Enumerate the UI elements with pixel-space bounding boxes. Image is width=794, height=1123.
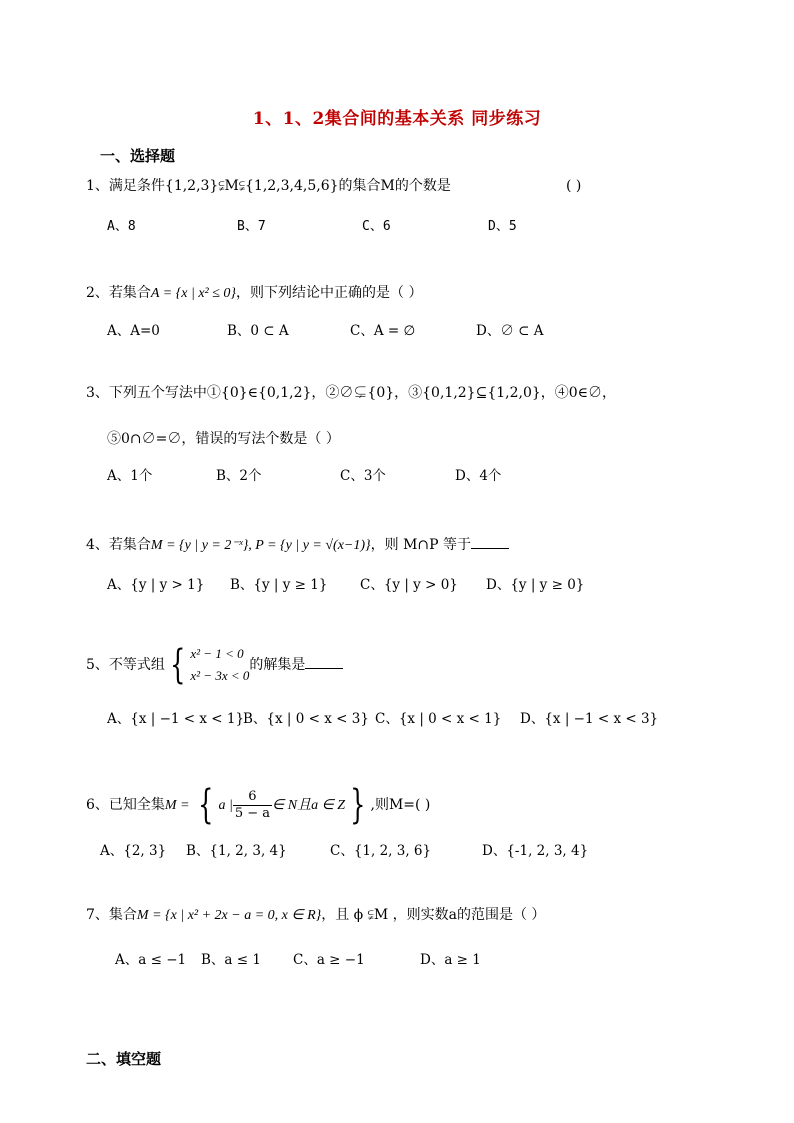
answer-blank xyxy=(305,654,343,669)
q4-option-a: A、{y | y > 1} xyxy=(107,577,205,593)
q3-option-b: B、2个 xyxy=(216,468,262,484)
question-1 xyxy=(86,176,451,196)
fraction-denominator: 5 − a xyxy=(234,805,271,821)
q7-option-b: B、a ≤ 1 xyxy=(201,952,261,968)
q7-option-d: D、a ≥ 1 xyxy=(420,952,481,968)
q2-option-a: A、A=0 xyxy=(107,323,160,339)
section-heading-choice: 一、选择题 xyxy=(100,147,176,165)
inequality-system xyxy=(190,643,249,687)
q3-option-a: A、1个 xyxy=(107,468,153,484)
q7-option-c: C、a ≥ −1 xyxy=(293,952,365,968)
right-brace: } xyxy=(350,782,366,828)
question-2 xyxy=(86,283,422,304)
question-1-text: 1、满足条件{1,2,3}⫋M⫋{1,2,3,4,5,6}的集合M的个数是 xyxy=(86,178,451,194)
question-7-prefix: 7、集合 xyxy=(86,907,137,923)
question-2-suffix: ，则下列结论中正确的是（ ） xyxy=(236,285,423,301)
question-4-sets: M = {y | y = 2⁻ˣ}, P = {y | y = √(x−1)} xyxy=(150,538,371,553)
question-6-set-right: ∈ N且a ∈ Z xyxy=(272,798,346,813)
question-4 xyxy=(86,534,509,556)
question-4-suffix: ，则 M∩P 等于 xyxy=(370,537,472,553)
question-1-paren: ( ) xyxy=(566,178,582,194)
question-7-set: M = {x | x² + 2x − a = 0, x ∈ R} xyxy=(136,908,322,923)
fraction-numerator: 6 xyxy=(233,789,272,806)
q7-option-a: A、a ≤ −1 xyxy=(115,952,187,968)
question-6-prefix: 6、已知全集 xyxy=(86,797,165,813)
question-5-suffix: 的解集是 xyxy=(249,657,306,673)
q4-option-b: B、{y | y ≥ 1} xyxy=(230,577,328,593)
q6-option-c: C、{1, 2, 3, 6} xyxy=(330,843,432,859)
question-6 xyxy=(86,782,431,828)
question-4-prefix: 4、若集合 xyxy=(86,537,151,553)
question-6-set-left: M = xyxy=(164,798,194,813)
q5-option-c: C、{x | 0 < x < 1} xyxy=(375,711,502,727)
q3-option-c: C、3个 xyxy=(340,468,386,484)
q1-option-c: C、6 xyxy=(362,219,391,234)
q2-option-d: D、∅ ⊂ A xyxy=(476,323,544,339)
answer-blank xyxy=(471,534,509,549)
q2-option-b: B、0 ⊂ A xyxy=(227,323,289,339)
q5-option-b: B、{x | 0 < x < 3} xyxy=(243,711,369,727)
question-3-line-2: ⑤0∩∅=∅，错误的写法个数是（ ） xyxy=(107,431,340,447)
question-7 xyxy=(86,905,545,926)
q6-option-b: B、{1, 2, 3, 4} xyxy=(186,843,287,859)
question-6-set-inner: a | xyxy=(218,798,233,813)
question-2-set: A = {x | x² ≤ 0} xyxy=(150,286,237,301)
question-7-suffix: ，且 ϕ ⫋M ，则实数a的范围是（ ） xyxy=(321,907,546,923)
fraction xyxy=(233,789,272,822)
q4-option-d: D、{y | y ≥ 0} xyxy=(486,577,585,593)
question-5-prefix: 5、不等式组 xyxy=(86,657,165,673)
q1-option-a: A、8 xyxy=(107,219,136,234)
left-brace: { xyxy=(170,642,186,688)
section-heading-fill: 二、填空题 xyxy=(86,1050,162,1068)
q1-option-d: D、5 xyxy=(488,219,517,234)
q3-option-d: D、4个 xyxy=(455,468,502,484)
inequality-1: x² − 1 < 0 xyxy=(190,646,244,661)
q5-option-a: A、{x | −1 < x < 1} xyxy=(107,711,245,727)
q2-option-c: C、A = ∅ xyxy=(350,323,416,339)
q6-option-a: A、{2, 3} xyxy=(100,843,167,859)
q6-option-d: D、{-1, 2, 3, 4} xyxy=(482,843,589,859)
question-3-line-1: 3、下列五个写法中①{0}∈{0,1,2}，②∅⊊{0}，③{0,1,2}⊆{1,2,0}，④0∈∅， xyxy=(86,385,617,401)
inequality-2: x² − 3x < 0 xyxy=(190,668,250,683)
q1-option-b: B、7 xyxy=(237,219,266,234)
question-6-suffix: ,则M=( ) xyxy=(370,797,431,813)
q5-option-d: D、{x | −1 < x < 3} xyxy=(520,711,659,727)
page-title: 1、1、2集合间的基本关系 同步练习 xyxy=(252,109,542,129)
question-5 xyxy=(86,643,343,687)
question-2-prefix: 2、若集合 xyxy=(86,285,151,301)
left-brace: { xyxy=(198,782,214,828)
q4-option-c: C、{y | y > 0} xyxy=(360,577,458,593)
